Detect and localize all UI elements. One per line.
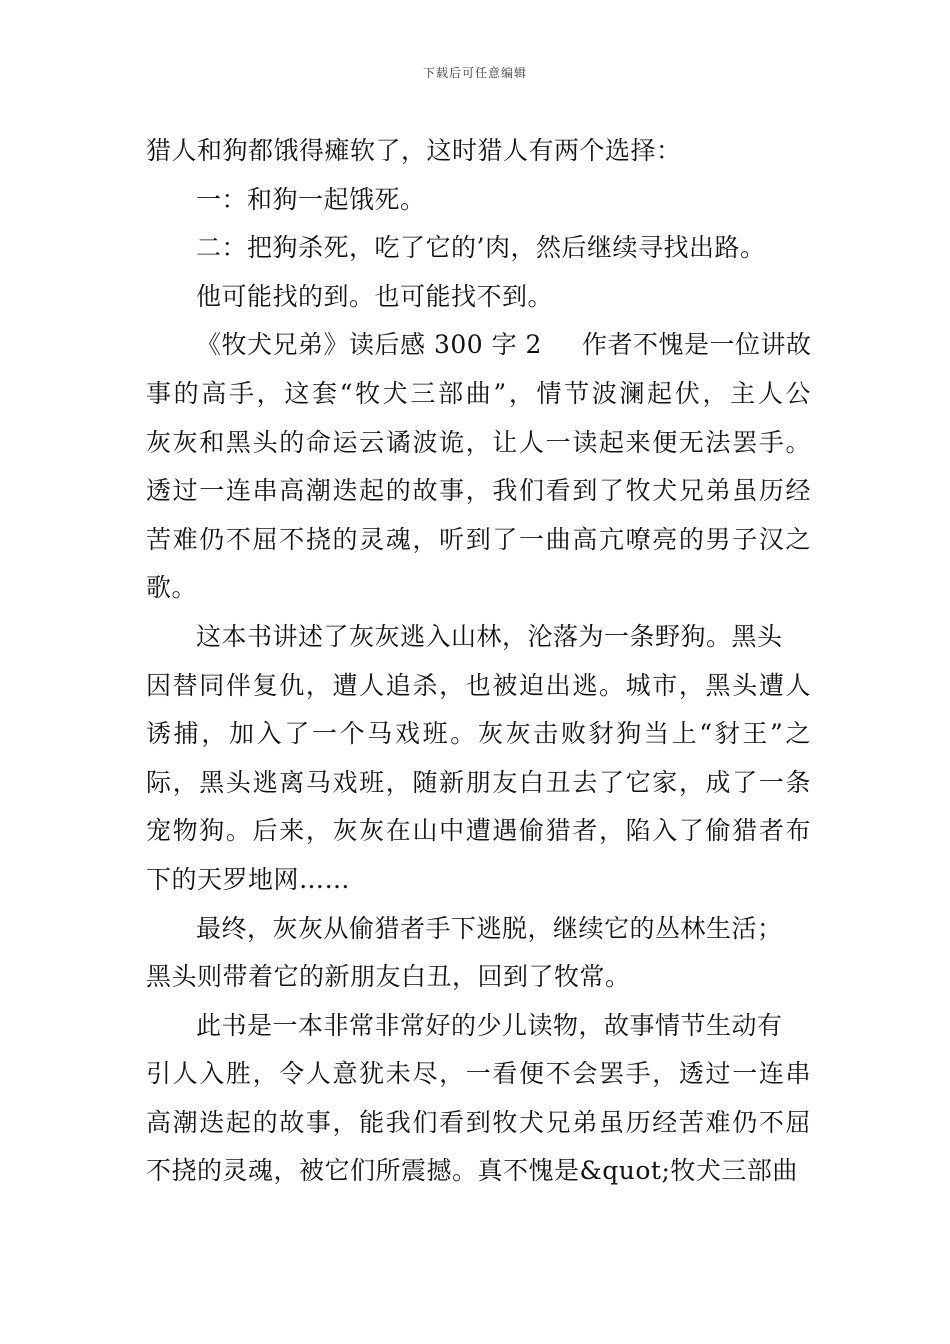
text-line: [146, 321, 811, 370]
text-line: 苦难仍不屈不挠的灵魂，听到了一曲高亢嘹亮的男子汉之: [146, 524, 811, 554]
text-line: 引人入胜，令人意犹未尽，一看便不会罢手，透过一连串: [146, 1059, 811, 1089]
text-line: 一：和狗一起饿死。: [196, 184, 426, 214]
text-line: 高潮迭起的故事，能我们看到牧犬兄弟虽历经苦难仍不屈: [146, 1107, 811, 1137]
text-segment: 作者不愧是一位讲故: [581, 330, 811, 360]
text-line: 宠物狗。后来，灰灰在山中遭遇偷猎者，陷入了偷猎者布: [146, 816, 811, 846]
text-line: 这本书讲述了灰灰逃入山林，沦落为一条野狗。黑头: [196, 621, 783, 651]
document-body: [146, 127, 811, 1196]
text-line: 此书是一本非常非常好的少儿读物，故事情节生动有: [196, 1010, 783, 1040]
text-line: 猎人和狗都饿得瘫软了，这时猎人有两个选择：: [146, 136, 682, 165]
text-line: 黑头则带着它的新朋友白丑，回到了牧常。: [146, 962, 631, 992]
section-heading: 《牧犬兄弟》读后感 300 字 2: [196, 330, 542, 360]
text-line: 事的高手，这套“牧犬三部曲”，情节波澜起伏，主人公: [146, 378, 811, 408]
text-line: 灰灰和黑头的命运云谲波诡，让人一读起来便无法罢手。: [146, 427, 811, 457]
header-note: 下载后可任意编辑: [422, 66, 527, 80]
text-line: 不挠的灵魂，被它们所震撼。真不愧是&quot;牧犬三部曲: [146, 1156, 798, 1186]
text-line: 透过一连串高潮迭起的故事，我们看到了牧犬兄弟虽历经: [146, 476, 811, 506]
text-line: 最终，灰灰从偷猎者手下逃脱，继续它的丛林生活；: [196, 913, 783, 943]
text-line: 二：把狗杀死，吃了它的’肉，然后继续寻找出路。: [196, 233, 766, 263]
text-line: 他可能找的到。也可能找不到。: [196, 281, 554, 311]
text-line: 诱捕，加入了一个马戏班。灰灰击败豺狗当上“豺王”之: [146, 719, 811, 749]
text-line: 因替同伴复仇，遭人追杀，也被迫出逃。城市，黑头遭人: [146, 670, 811, 700]
text-line: 际，黑头逃离马戏班，随新朋友白丑去了它家，成了一条: [146, 767, 811, 797]
text-line: 下的天罗地网……: [146, 864, 351, 894]
text-line: 歌。: [146, 573, 198, 603]
